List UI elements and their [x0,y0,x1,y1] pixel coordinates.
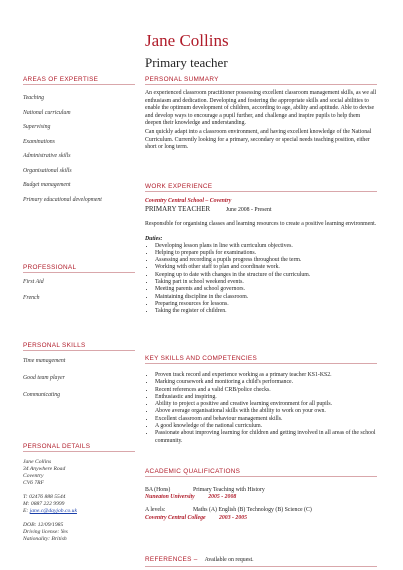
personal-skills-list [23,358,135,399]
role: PRIMARY TEACHER [145,205,211,213]
employer: Coventry Central School – Coventry [145,198,232,204]
skill-item: • Proven track record and experience working as a primary teacher KS1-KS2. [155,372,377,379]
qualification-row [145,507,377,514]
summary-heading: PERSONAL SUMMARY [145,76,377,85]
personal-skills-heading: PERSONAL SKILLS [23,342,135,351]
mobile: M: 0887 222 9999 [23,501,65,507]
personal-skill-item: Time management [23,358,66,364]
phone: T: 02476 888 5544 [23,494,66,500]
areas-list [23,95,135,204]
personal-skill-item: Good team player [23,375,65,381]
qualification-institution: Coventry Central College [145,514,206,521]
skill-item: • Marking coursework and monitoring a child's performance. [155,379,377,386]
duties-list [145,243,377,316]
qualification-institution-row [145,494,377,501]
area-item: Supervising [23,124,51,130]
professional-item: First Aid [23,279,44,285]
qualification-degree: BA (Hons) [145,487,171,493]
summary [145,90,377,152]
skill-item: • Ability to project a positive and creative learning environment for all pupils. [155,401,377,408]
job-title: Primary teacher [145,55,228,70]
skill-item: • Above average organisational skills with the ability to work on your own. [155,408,377,415]
responsibility: Responsible for organising classes and learning resources to create a positive learning environment. [145,221,377,227]
address-line: Jane Collins [23,459,52,465]
dob: DOB: 12/09/1985 [23,522,64,528]
skills-list [145,372,377,445]
qualification-years: 2005 - 2008 [208,494,237,501]
skill-item: • Enthusiastic and inspiring. [155,394,377,401]
address-line: 34 Anywhere Road [23,466,66,472]
area-item: Teaching [23,95,45,101]
area-item: Budget management [23,182,71,188]
work-heading: WORK EXPERIENCE [145,183,377,192]
role-row [145,205,377,215]
duty-item: • Taking the register of children. [155,308,377,315]
professional-list [23,279,135,302]
qualification-subject: Maths (A) English (B) Technology (B) Science (C) [193,507,312,514]
qualifications-heading: ACADEMIC QUALIFICATIONS [145,468,377,477]
email-link[interactable]: jane.c@dayjob.co.uk [29,508,77,514]
references-heading: REFERENCES – [145,556,198,563]
duty-item: • Working with other staff to plan and coordinate work. [155,264,377,271]
duty-item: • Assessing and recording a pupils progress throughout the term. [155,257,377,264]
dates: June 2008 - Present [225,207,272,213]
skill-item: • Recent references and a valid CRB/police checks. [155,387,377,394]
work-experience [145,198,377,316]
skill-item: • Excellent classroom and behaviour management skills. [155,416,377,423]
area-item: Examinations [23,138,55,145]
skills [145,372,377,445]
duty-item: • Taking part in school weekend events. [155,279,377,286]
qualification-degree: A levels: [145,507,166,514]
area-item: Organisational skills [23,167,72,174]
nationality: Nationality: British [23,536,67,542]
address-line: Coventry [23,473,44,479]
duty-item: • Developing lesson plans in line with curriculum objectives. [155,243,377,250]
references-row [145,548,377,567]
duties-label: Duties: [145,235,163,242]
skills-heading: KEY SKILLS AND COMPETENCIES [145,355,377,364]
skill-item: • Passionate about improving learning for children and getting involved in all areas of the school community. [155,430,377,445]
personal-details [23,459,135,543]
qualification-subject: Primary Teaching with History [193,487,265,493]
duty-item: • Meeting parents and school governors. [155,286,377,293]
duty-item: • Maintaining discipline in the classroom. [155,294,377,301]
summary-paragraph: An experienced classroom practitioner possessing excellent classroom management skills, as we all enthusiasm and dedication. Developing and fostering the appropriate skills and social abilities to enable the optimum development of children, according to age, ability and aptitude. Able to devise and develop ways to encourage a pupil further, and challenge and inspire pupils to help them deepen their knowledge and understanding. [145,90,377,127]
qualification-institution: Nuneaton University [145,494,195,501]
professional-heading: PROFESSIONAL [23,264,135,273]
candidate-name: Jane Collins [145,31,229,50]
areas-heading: AREAS OF EXPERTISE [23,76,135,85]
qualification-years: 2003 - 2005 [219,514,248,521]
professional-item: French [23,294,40,301]
qualification-row [145,487,377,494]
area-item: National curriculum [23,109,71,116]
address-line: CV6 7RF [23,480,44,486]
email-row [23,508,135,515]
qualification-institution-row [145,515,377,522]
duty-item: • Keeping up to date with changes in the structure of the curriculum. [155,272,377,279]
skill-item: • A good knowledge of the national curriculum. [155,423,377,430]
area-item: Administrative skills [23,153,71,159]
summary-paragraph: Can quickly adapt into a classroom environment, and having excellent knowledge of the National Curriculum. Currently looking for a primary, secondary or special needs teaching position, either short or long term. [145,128,372,151]
driving-license: Driving license: Yes [23,529,68,535]
area-item: Primary educational development [23,196,102,203]
details-heading: PERSONAL DETAILS [23,443,135,452]
qualifications [145,487,377,522]
duty-item: • Helping to prepare pupils for examinations. [155,250,377,257]
duty-item: • Preparing resources for lessons. [155,301,377,308]
personal-skill-item: Communicating [23,392,61,398]
references-text: Available on request. [204,557,254,563]
email-prefix: E: [23,508,30,514]
